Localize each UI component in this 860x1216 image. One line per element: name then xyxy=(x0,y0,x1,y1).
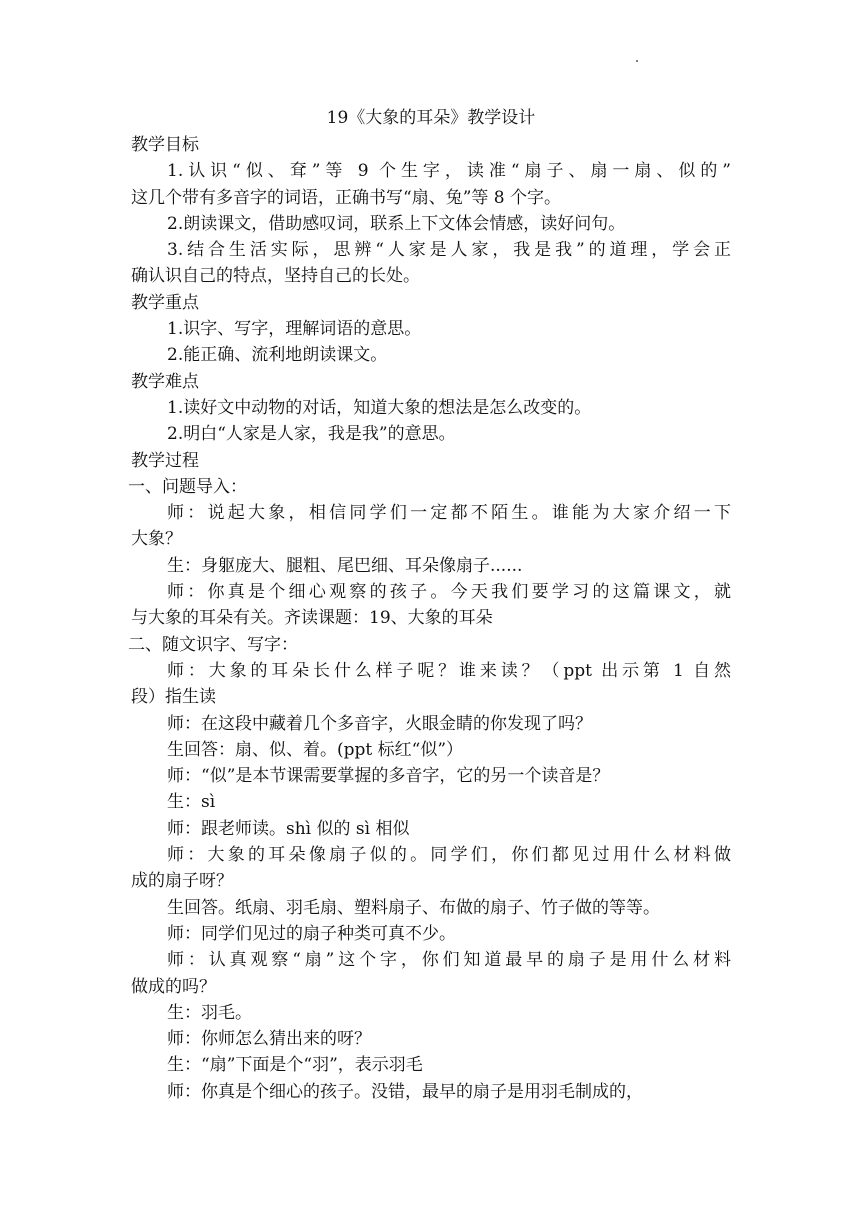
dialogue-line: 师：说起大象，相信同学们一定都不陌生。谁能为大家介绍一下 xyxy=(167,503,731,524)
dialogue-line: 大象？ xyxy=(131,529,182,550)
dialogue-line: 生回答。纸扇、羽毛扇、塑料扇子、布做的扇子、竹子做的等等。 xyxy=(167,897,660,918)
key-point-1: 1.识字、写字，理解词语的意思。 xyxy=(167,319,422,340)
dialogue-line: 与大象的耳朵有关。齐读课题：19、大象的耳朵 xyxy=(131,608,493,629)
difficult-point-2: 2.明白“人家是人家，我是我”的意思。 xyxy=(167,424,456,445)
dialogue-line: 生：羽毛。 xyxy=(167,1002,252,1023)
section-heading-key: 教学重点 xyxy=(131,292,199,313)
section-heading-goals: 教学目标 xyxy=(131,135,199,155)
section-heading-difficult: 教学难点 xyxy=(131,371,199,392)
dialogue-line: 段）指生读 xyxy=(131,687,216,708)
goal-1-line-1: 1.认识“似、耷”等 9 个生字，读准“扇子、扇一扇、似的” xyxy=(167,161,731,182)
goal-1-line-2: 这几个带有多音字的词语，正确书写“扇、兔”等 8 个字。 xyxy=(131,187,562,208)
difficult-point-1: 1.读好文中动物的对话，知道大象的想法是怎么改变的。 xyxy=(167,397,592,418)
dialogue-line: 师：你师怎么猜出来的呀？ xyxy=(167,1029,371,1050)
document-page xyxy=(128,104,731,1105)
dialogue-line: 师：同学们见过的扇子种类可真不少。 xyxy=(167,923,456,944)
dialogue-line: 生：sì xyxy=(167,792,216,813)
goal-2: 2.朗读课文，借助感叹词，联系上下文体会情感，读好问句。 xyxy=(167,213,626,234)
dialogue-line: 师：你真是个细心的孩子。没错，最早的扇子是用羽毛制成的， xyxy=(167,1081,643,1102)
goal-3-line-2: 确认识自己的特点，坚持自己的长处。 xyxy=(131,266,420,287)
dialogue-line: 生：身躯庞大、腿粗、尾巴细、耳朵像扇子...... xyxy=(167,555,523,576)
key-point-2: 2.能正确、流利地朗读课文。 xyxy=(167,345,388,366)
header-dot xyxy=(636,60,638,62)
dialogue-line: 师：大象的耳朵像扇子似的。同学们，你们都见过用什么材料做 xyxy=(167,845,731,866)
dialogue-line: 生回答：扇、似、着。(ppt 标红“似”） xyxy=(167,739,464,760)
process-step-1-heading: 一、问题导入： xyxy=(128,476,247,497)
section-heading-process: 教学过程 xyxy=(131,450,199,471)
document-title: 19《大象的耳朵》教学设计 xyxy=(326,108,536,128)
dialogue-line: 做成的吗？ xyxy=(131,976,216,997)
dialogue-line: 师：“似”是本节课需要掌握的多音字，它的另一个读音是？ xyxy=(167,766,610,787)
dialogue-line: 生：“扇”下面是个“羽”，表示羽毛 xyxy=(167,1055,423,1076)
dialogue-line: 师：认真观察“扇”这个字，你们知道最早的扇子是用什么材料 xyxy=(167,950,731,971)
dialogue-line: 师：大象的耳朵长什么样子呢？谁来读？（ppt 出示第 1 自然 xyxy=(167,660,731,681)
dialogue-line: 师：跟老师读。shì 似的 sì 相似 xyxy=(167,818,410,839)
goal-3-line-1: 3.结合生活实际，思辨“人家是人家，我是我”的道理，学会正 xyxy=(167,240,731,261)
dialogue-line: 师：在这段中藏着几个多音字，火眼金睛的你发现了吗？ xyxy=(167,713,592,734)
dialogue-line: 师：你真是个细心观察的孩子。今天我们要学习的这篇课文，就 xyxy=(167,582,731,603)
dialogue-line: 成的扇子呀？ xyxy=(131,871,233,892)
process-step-2-heading: 二、随文识字、写字： xyxy=(128,634,298,655)
